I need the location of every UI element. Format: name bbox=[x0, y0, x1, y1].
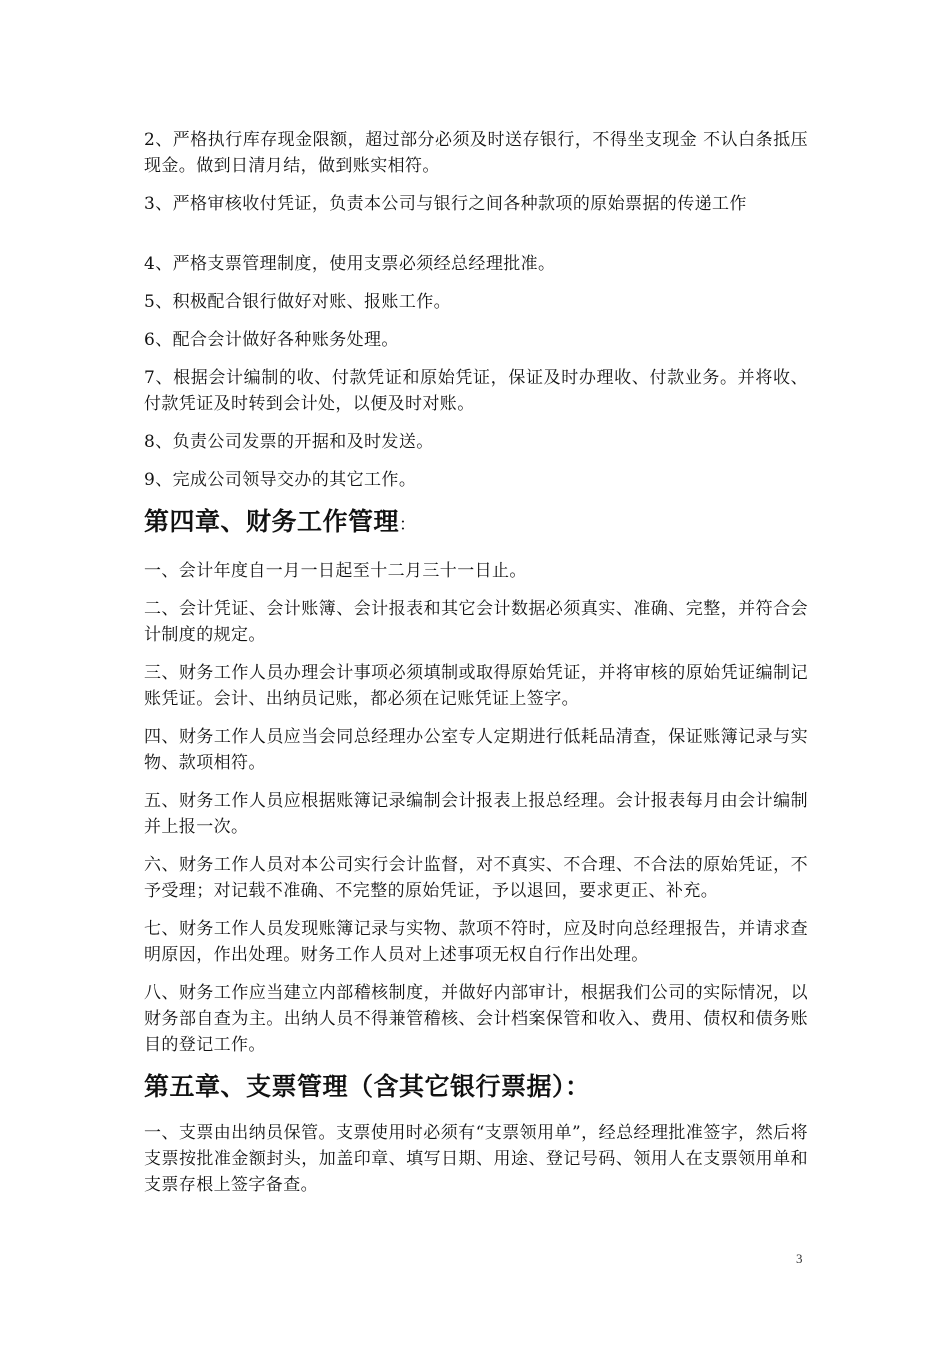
duty-item-9: 9、完成公司领导交办的其它工作。 bbox=[144, 470, 417, 490]
chapter4-item-8: 八、财务工作应当建立内部稽核制度，并做好内部审计，根据我们公司的实际情况，以财务部自查为主。出纳人员不得兼管稽核、会计档案保管和收入、费用、债权和债务账目的登记工作。 bbox=[144, 983, 808, 1055]
chapter5-heading: 第五章、支票管理（含其它银行票据）： bbox=[144, 1072, 591, 1101]
duty-item-5: 5、积极配合银行做好对账、报账工作。 bbox=[144, 292, 452, 312]
chapter4-title: 第四章、财务工作管理 bbox=[144, 507, 400, 536]
duty-item-2: 2、严格执行库存现金限额，超过部分必须及时送存银行，不得坐支现金 不认白条抵压现金。做到日清月结，做到账实相符。 bbox=[144, 130, 808, 176]
chapter4-item-4: 四、财务工作人员应当会同总经理办公室专人定期进行低耗品清查，保证账簿记录与实物、款项相符。 bbox=[144, 727, 808, 773]
duty-item-7: 7、根据会计编制的收、付款凭证和原始凭证，保证及时办理收、付款业务。并将收、付款凭证及时转到会计处，以便及时对账。 bbox=[144, 368, 808, 414]
document-body bbox=[144, 127, 808, 1210]
chapter4-item-5: 五、财务工作人员应根据账簿记录编制会计报表上报总经理。会计报表每月由会计编制并上报一次。 bbox=[144, 791, 808, 837]
chapter4-item-7: 七、财务工作人员发现账簿记录与实物、款项不符时，应及时向总经理报告，并请求查明原因，作出处理。财务工作人员对上述事项无权自行作出处理。 bbox=[144, 919, 808, 965]
duty-item-8: 8、负责公司发票的开据和及时发送。 bbox=[144, 432, 434, 452]
chapter4-heading bbox=[144, 505, 808, 542]
duty-item-4: 4、严格支票管理制度，使用支票必须经总经理批准。 bbox=[144, 254, 556, 274]
duty-item-3: 3、严格审核收付凭证，负责本公司与银行之间各种款项的原始票据的传递工作 bbox=[144, 194, 747, 214]
chapter5-heading-wrap bbox=[144, 1070, 808, 1104]
chapter4-item-3: 三、财务工作人员办理会计事项必须填制或取得原始凭证，并将审核的原始凭证编制记账凭证。会计、出纳员记账，都必须在记账凭证上签字。 bbox=[144, 663, 808, 709]
chapter4-heading-wrap bbox=[144, 505, 808, 542]
chapter5-item-1: 一、支票由出纳员保管。支票使用时必须有“支票领用单”，经总经理批准签字，然后将支票按批准金额封头，加盖印章、填写日期、用途、登记号码、领用人在支票领用单和支票存根上签字备查。 bbox=[144, 1123, 808, 1195]
chapter4-item-2: 二、会计凭证、会计账簿、会计报表和其它会计数据必须真实、准确、完整，并符合会计制度的规定。 bbox=[144, 599, 808, 645]
page-number: 3 bbox=[796, 1251, 803, 1266]
duty-item-6: 6、配合会计做好各种账务处理。 bbox=[144, 330, 399, 350]
chapter4-item-6: 六、财务工作人员对本公司实行会计监督，对不真实、不合理、不合法的原始凭证，不予受理；对记载不准确、不完整的原始凭证，予以退回，要求更正、补充。 bbox=[144, 855, 808, 901]
chapter4-colon: ： bbox=[399, 515, 417, 535]
chapter4-item-1: 一、会计年度自一月一日起至十二月三十一日止。 bbox=[144, 561, 527, 581]
